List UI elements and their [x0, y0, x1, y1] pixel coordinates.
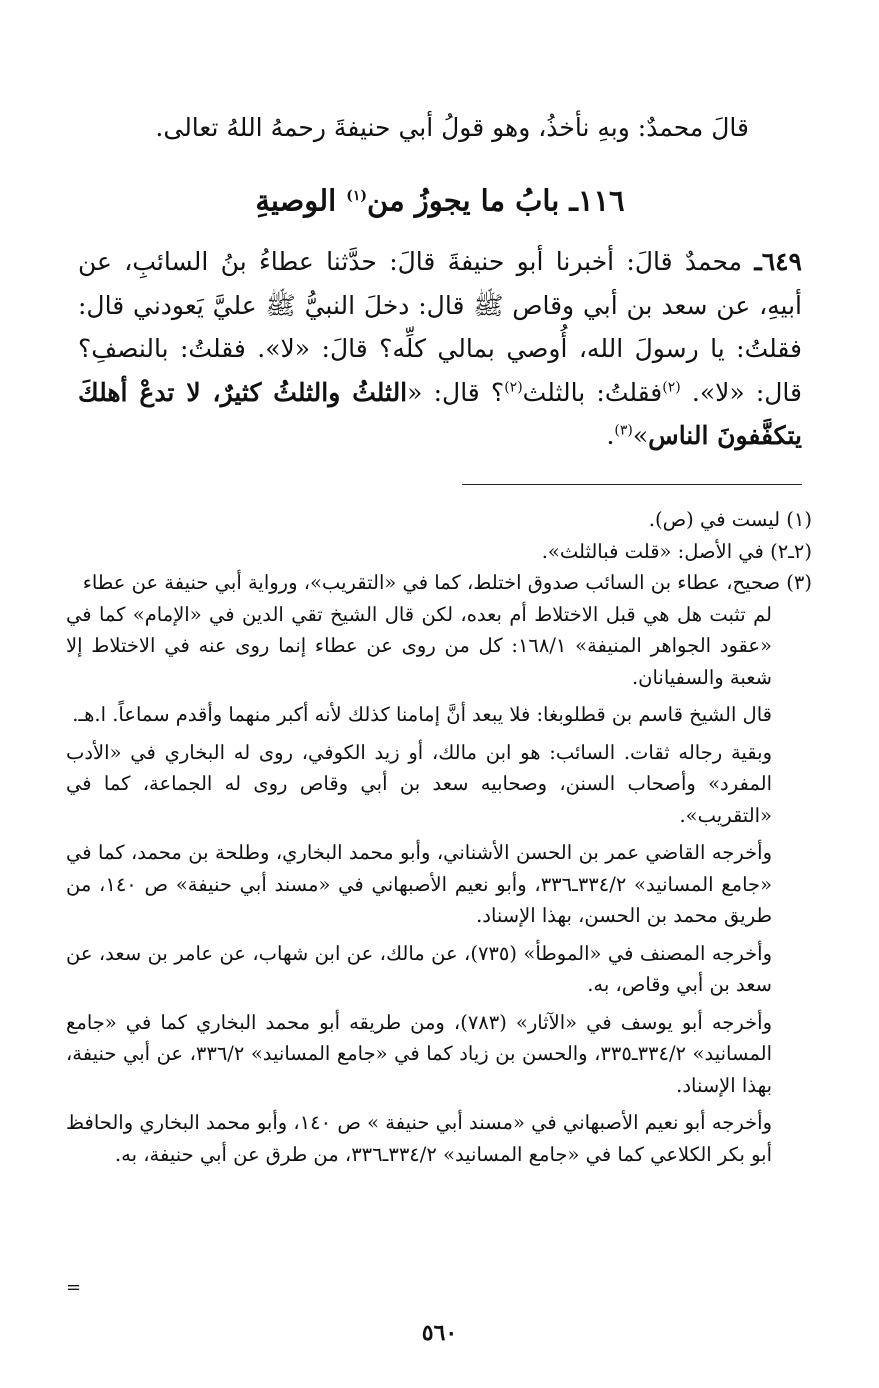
footnote-3-first-line: (٣) صحيح، عطاء بن السائب صدوق اختلط، كما في «التقريب»، ورواية أبي حنيفة عن عطاء: [82, 571, 812, 594]
footnotes: [66, 504, 812, 1176]
chapter-heading: [80, 172, 800, 225]
footnote-ref-2-close: (٢): [504, 379, 523, 396]
chapter-footnote-ref: (١): [346, 188, 368, 204]
footnote-3-paragraph-5: وأخرجه المصنف في «الموطأ» (٧٣٥)، عن مالك، عن ابن شهاب، عن عامر بن سعد، عن سعد بن أبي وقاص، به.: [66, 941, 773, 996]
footnote-3-continued: لم تثبت هل هي قبل الاختلاط أم بعده، لكن قال الشيخ تقي الدين في «الإمام» كما في «عقود الجواهر المنيفة» ١٦٨/١: كل من روى عن عطاء إنما روى عنه في الاختلاط إلا شعبة والسفيانان.: [66, 602, 772, 689]
hadith-text-part4: »: [632, 421, 649, 450]
footnote-ref-2-open: (٢): [662, 379, 681, 396]
continuation-mark: =: [66, 1277, 82, 1298]
footnote-3-paragraph-4: وأخرجه القاضي عمر بن الحسن الأشناني، وأبو محمد البخاري، وطلحة بن محمد، كما في «جامع المسانيد» ٣٣٤/٢ـ٣٣٦، وأبو نعيم الأصبهاني في «مسند أبي حنيفة» ص ١٤٠، من طريق محمد بن الحسن، بهذا الإسناد.: [66, 841, 773, 927]
chapter-title-end: الوصيةِ: [255, 183, 347, 218]
footnote-3-paragraph-7: وأخرجه أبو نعيم الأصبهاني في «مسند أبي حنيفة » ص ١٤٠، وأبو محمد البخاري والحافظ أبو بكر الكلاعي كما في «جامع المسانيد» ٣٣٤/٢ـ٣٣٦، من طرق عن أبي حنيفة، به.: [66, 1111, 772, 1166]
footnote-3-paragraph-3: وبقية رجاله ثقات. السائب: هو ابن مالك، أو زيد الكوفي، روى له البخاري في «الأدب المفرد» وأصحاب السنن، وصحابيه سعد بن أبي وقاص روى له الجماعة، كما في «التقريب».: [66, 740, 772, 827]
footnote-3-paragraph-6: وأخرجه أبو يوسف في «الآثار» (٧٨٣)، ومن طريقه أبو محمد البخاري كما في «جامع المسانيد» ٣٣٤/٢ـ٣٣٥، والحسن بن زياد كما في «جامع المسانيد» ٣٣٦/٢، عن أبي حنيفة، بهذا الإسناد.: [66, 1010, 772, 1097]
hadith-text-part5: .: [606, 421, 615, 450]
page-number: ٥٦٠: [421, 1320, 458, 1346]
footnote-1: (١) ليست في (ص).: [648, 508, 812, 531]
hadith-text-part1: محمدٌ قالَ: أخبرنا أبو حنيفةَ قالَ: حدَّثنا عطاءُ بنُ السائبِ، عن أبيهِ، عن سعد بن أبي وقاص ﷺ قال: دخلَ النبيُّ ﷺ عليَّ يَعودني قال: فقلتُ: يا رسولَ الله، أُوصي بمالي كلِّه؟ قالَ: «لا». فقلتُ: بالنصفِ؟ قال: «لا».: [78, 247, 802, 407]
footnote-ref-3: (٣): [614, 422, 633, 439]
footnote-2: (٢ـ٢) في الأصل: «قلت فبالثلث».: [541, 539, 812, 563]
footnote-divider: [462, 484, 802, 485]
hadith-number: ٦٤٩ـ: [754, 247, 802, 276]
footnote-3-paragraph-2: قال الشيخ قاسم بن قطلوبغا: فلا يبعد أنَّ إمامنا كذلك لأنه أكبر منهما وأقدم سماعاً. ا.هـ.: [72, 703, 772, 726]
hadith-text-part3: ؟ قال: «: [407, 377, 505, 407]
hadith-quote-bold: الثلثُ والثلثُ كثيرٌ، لا تدعْ أهلكَ يتكفَّفونَ الناس: [78, 377, 802, 450]
hadith-text-part2: فقلتُ: بالثلث: [522, 377, 663, 407]
intro-line: قالَ محمدٌ: وبهِ نأخذُ، وهو قولُ أبي حنيفةَ رحمهُ اللهُ تعالى.: [155, 113, 749, 142]
hadith-paragraph: [78, 240, 802, 458]
chapter-title-start: ١١٦ـ بابُ ما يجوزُ من: [367, 183, 625, 218]
